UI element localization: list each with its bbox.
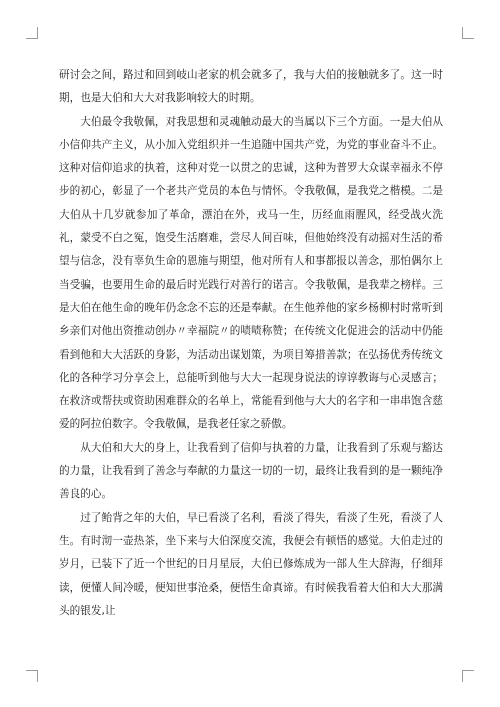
crop-mark-top-left (26, 27, 38, 39)
paragraph-1: 研讨会之间，路过和回到岐山老家的机会就多了，我与大伯的接触就多了。这一时期，也是大伯和大大对我影响较大的时期。 (59, 69, 443, 105)
crop-mark-top-right (462, 27, 474, 39)
crop-mark-bottom-right (462, 670, 474, 682)
paragraph-3: 从大伯和大大的身上，让我看到了信仰与执着的力量，让我看到了乐观与豁达的力量，让我看到了善念与奉献的力量这一切的一切，最终让我看到的是一颗纯净善良的心。 (59, 441, 443, 501)
paragraph-4: 过了鲐背之年的大伯，早已看淡了名利，看淡了得失，看淡了生死，看淡了人生。有时沏一壶热茶，坐下来与大伯深度交流，我便会有顿悟的感觉。大伯走过的岁月，已装下了近一个世纪的日月星辰，大伯已修炼成为一部人生大辞海，仔细拜读，便懂人间冷暖，便知世事沧桑，便悟生命真谛。有时候我看着大伯和大大那满头的银发,让 (59, 511, 443, 617)
crop-mark-bottom-left (26, 670, 38, 682)
document-body (59, 64, 443, 623)
paragraph-2: 大伯最令我敬佩，对我思想和灵魂触动最大的当属以下三个方面。一是大伯从小信仰共产主义，从小加入党组织并一生追随中国共产党，为党的事业奋斗不止。这种对信仰追求的执着，这种对党一以贯之的忠诚，这种为普罗大众谋幸福永不停步的初心，彰显了一个老共产党员的本色与情怀。令我敬佩，是我党之楷模。二是大伯从十几岁就参加了革命，漂泊在外，戎马一生，历经血雨腥风，经受战火洗礼，蒙受不白之冤，饱受生活磨难，尝尽人间百味，但他始终没有动摇对生活的希望与信念，没有辜负生命的恩施与期望，他对所有人和事都报以善念，那怕偶尔上当受骗，也要用生命的最后时光践行对善行的诺言。令我敬佩，是我辈之榜样。三是大伯在他生命的晚年仍念念不忘的还是奉献。在生他养他的家乡杨柳村时常听到乡亲们对他出资推动创办〃幸福院〃的啧啧称赞；在传统文化促进会的活动中仍能看到他和大大活跃的身影，为活动出谋划策，为项目筹措善款；在弘扬优秀传统文化的各种学习分享会上，总能听到他与大大一起现身说法的谆谆教诲与心灵感言；在救济或帮扶或资助困难群众的名单上，常能看到他与大大的名字和一串串饱含慈爱的阿拉伯数字。令我敬佩，是我老任家之骄傲。 (59, 115, 443, 431)
